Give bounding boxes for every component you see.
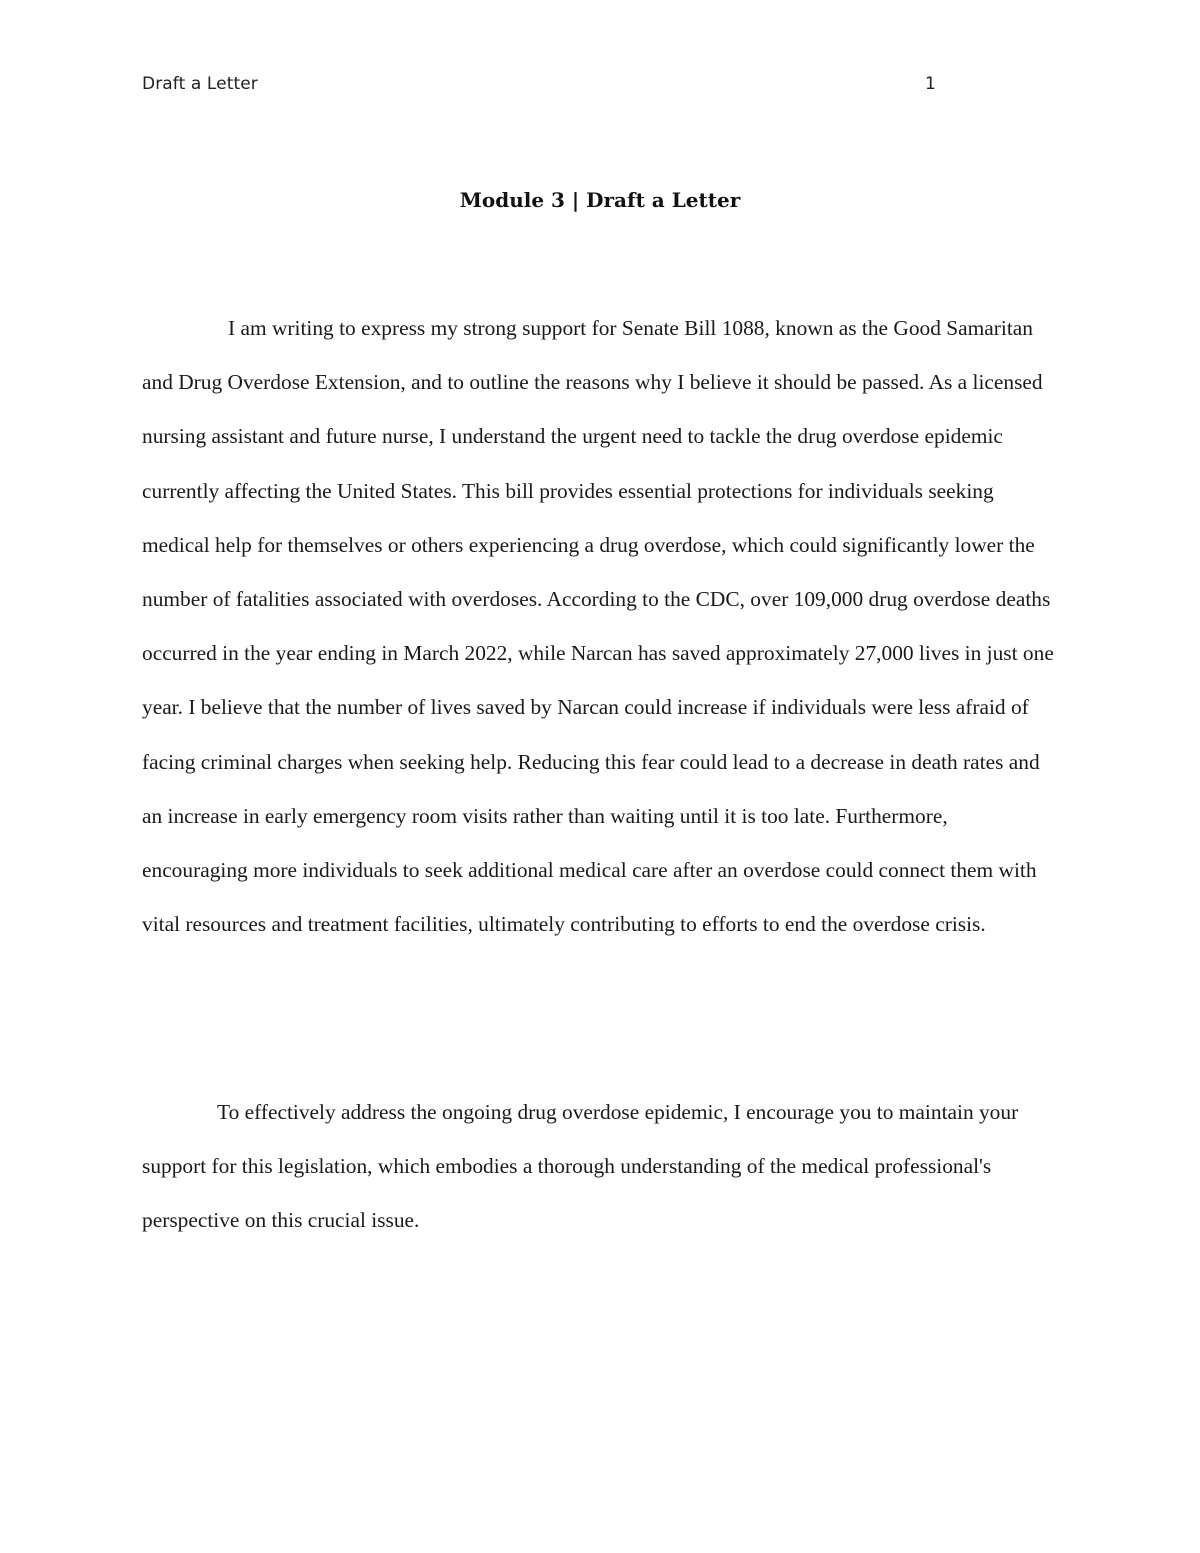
- page-number: 1: [925, 74, 936, 94]
- document-title: Module 3 | Draft a Letter: [459, 188, 741, 212]
- running-head: Draft a Letter: [142, 74, 258, 94]
- body-paragraph-2: To effectively address the ongoing drug overdose epidemic, I encourage you to maintain your support for this legislation, which embodies a thorough understanding of the medical professional's perspective on this crucial issue.: [142, 1100, 1019, 1233]
- body-paragraph-1: I am writing to express my strong support for Senate Bill 1088, known as the Good Samaritan and Drug Overdose Extension, and to outline the reasons why I believe it should be passed. As a licensed nursing assistant and future nurse, I understand the urgent need to tackle the drug overdose epidemic currently affecting the United States. This bill provides essential protections for individuals seeking medical help for themselves or others experiencing a drug overdose, which could significantly lower the number of fatalities associated with overdoses. According to the CDC, over 109,000 drug overdose deaths occurred in the year ending in March 2022, while Narcan has saved approximately 27,000 lives in just one year. I believe that the number of lives saved by Narcan could increase if individuals were less afraid of facing criminal charges when seeking help. Reducing this fear could lead to a decrease in death rates and an increase in early emergency room visits rather than waiting until it is too late. Furthermore, encouraging more individuals to seek additional medical care after an overdose could connect them with vital resources and treatment facilities, ultimately contributing to efforts to end the overdose crisis.: [142, 316, 1054, 937]
